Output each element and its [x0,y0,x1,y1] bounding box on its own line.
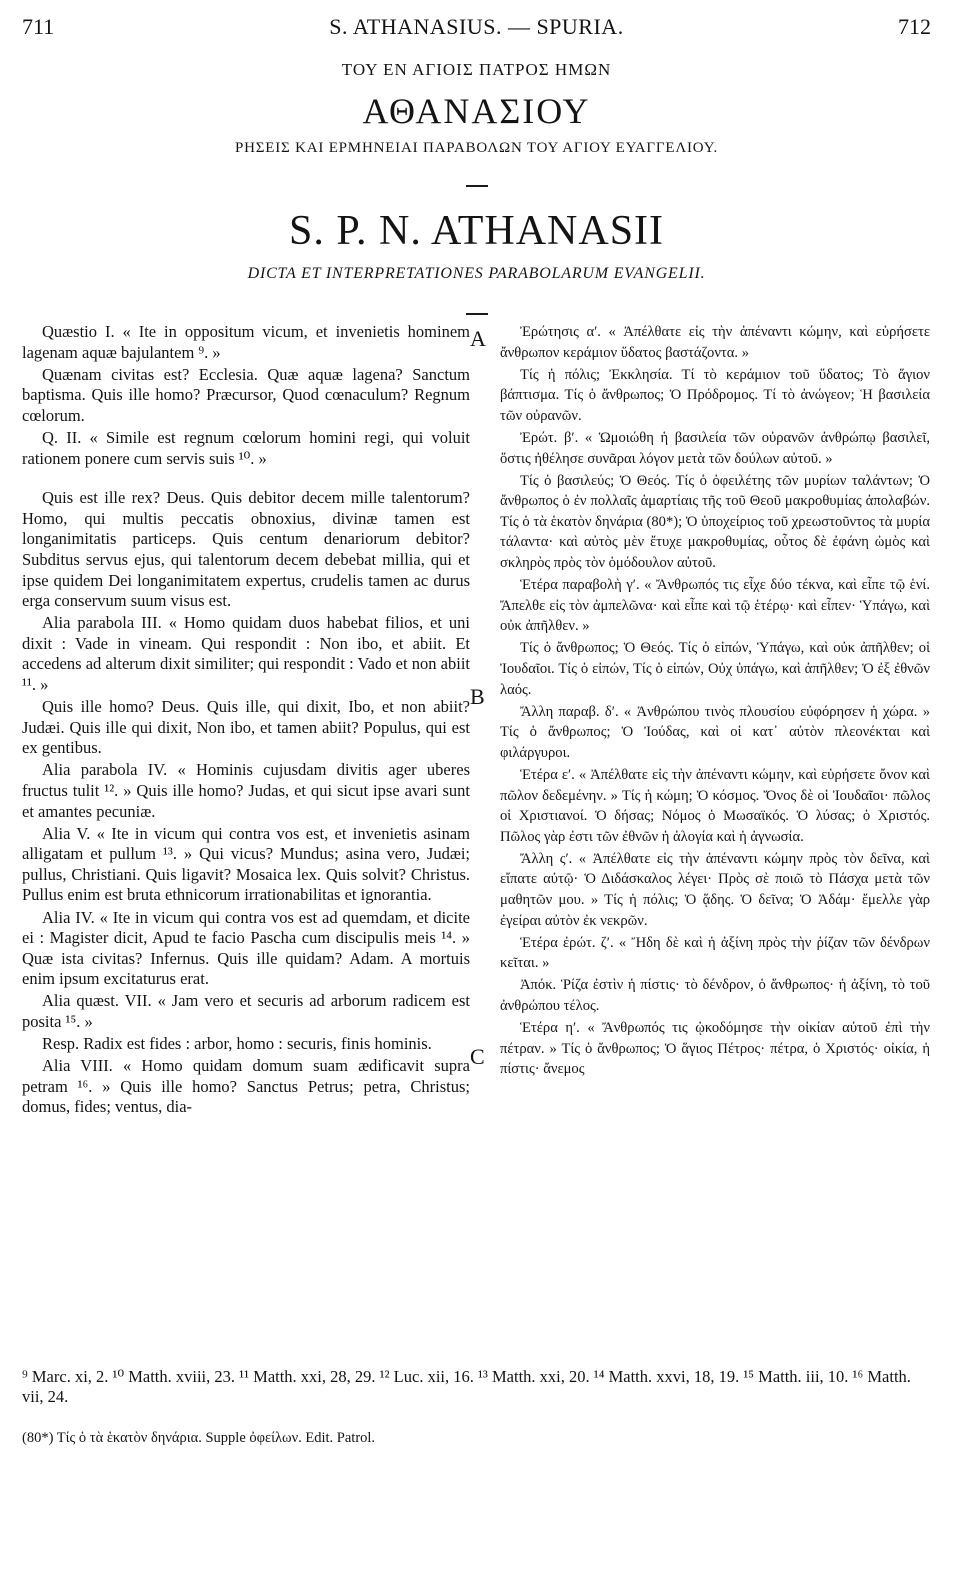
greek-column [500,322,930,1081]
latin-paragraph: Alia V. « Ite in vicum qui contra vos est, et invenietis asinam alligatam et pullum ¹³. » Qui vicus? Mundus; asina vero, Judæi; pullus, Christiani. Quis ligavit? Mosaica lex. Quis solvit? Christus. Pullus enim est bruta ethnicorum irrationabilitas et ignorantia. [22,823,470,905]
greek-paragraph: Ἐρώτησις αʹ. « Ἀπέλθατε εἰς τὴν ἀπέναντι κώμην, καὶ εὑρήσετε ἄνθρωπον κεράμιον ὕδατος βαστάζοντα. » [500,324,930,361]
page-number-left: 711 [22,14,55,39]
latin-paragraph: Alia parabola III. « Homo quidam duos habebat filios, et uni dixit : Vade in vineam. Qui respondit : Non ibo, et abiit. Et accedens ad alterum dixit similiter; qui respondit : Vado et non abiit ¹¹. » [22,613,470,694]
latin-paragraph: Alia IV. « Ite in vicum qui contra vos est ad quemdam, et dicite ei : Magister dicit, Apud te facio Pascha cum discipulis meis ¹⁴. » Quæ ista civitas? Infernus. Quis ille quidam? Adam. A mortuis enim ipsum excitaturus erat. [22,907,470,989]
greek-paragraph: Ἀπόκ. Ῥίζα ἐστὶν ἡ πίστις· τὸ δένδρον, ὁ ἄνθρωπος· ἡ ἀξίνη, τὸ τοῦ ἀνθρώπου τέλος. [500,977,930,1014]
latin-paragraph: Alia VIII. « Homo quidam domum suam ædificavit supra petram ¹⁶. » Quis ille homo? Sanctus Petrus; petra, Christus; domus, fides; ventus, dia- [22,1056,470,1117]
latin-paragraph: Quis ille homo? Deus. Quis ille, qui dixit, Ibo, et non abiit? Judæi. Quis ille qui dixit, Non ibo, et tamen abiit? Populus, qui est ex gentibus. [22,697,470,758]
greek-paragraph: Τίς ὁ βασιλεύς; Ὁ Θεός. Τίς ὁ ὀφειλέτης τῶν μυρίων ταλάντων; Ὁ ἄνθρωπος ὁ ἐν πολλαῖς ἁμαρτίαις τῆς τοῦ Θεοῦ μακροθυμίας ἀπολαβών. Τίς ὁ τὰ ἑκατὸν δηνάρια (80*); Ὁ ὑποχείριος τοῦ χρεωστοῦντος τὰ μυρία τάλαντα· καὶ αὐτὸς μὲν ἔτυχε μακροθυμίας, οὗτος δὲ ἐφάνη ὠμὸς καὶ σκληρὸς πρὸς τὸν ὁμόδουλον αὐτοῦ. [500,472,930,572]
latin-paragraph: Quis est ille rex? Deus. Quis debitor decem mille talentorum? Homo, qui multis peccatis obnoxius, divinæ tamen est longanimitatis particeps. Quis centum denariorum debitor? Subditus servus ejus, qui talentorum decem debebat millia, qui et ipse quidem Dei longanimitatem expertus, crudelis tamen ac durus erga conservum suum visus est. [22,488,470,611]
greek-paragraph: Ἄλλη παραβ. δʹ. « Ἀνθρώπου τινὸς πλουσίου εὐφόρησεν ἡ χώρα. » Τίς ὁ ἄνθρωπος; Ὁ Ἰούδας, καὶ οἱ κατ᾽ αὐτὸν πλεονέκται καὶ φιλάργυροι. [500,703,930,761]
greek-paragraph: Ἐρώτ. βʹ. « Ὡμοιώθη ἡ βασιλεία τῶν οὐρανῶν ἀνθρώπῳ βασιλεῖ, ὅστις ἠθέλησε συνᾶραι λόγον μετὰ τῶν δούλων αὐτοῦ. » [500,429,930,467]
latin-subtitle: DICTA ET INTERPRETATIONES PARABOLARUM EVANGELII. [247,265,706,282]
latin-column [22,322,470,1119]
greek-paragraph: Ἑτέρα ἐρώτ. ζʹ. « Ἤδη δὲ καὶ ἡ ἀξίνη πρὸς τὴν ῥίζαν τῶν δένδρων κεῖται. » [500,934,930,972]
greek-paragraph: Ἑτέρα ηʹ. « Ἄνθρωπός τις ᾠκοδόμησε τὴν οἰκίαν αὐτοῦ ἐπὶ τὴν πέτραν. » Τίς ὁ ἄνθρωπος; Ὁ ἅγιος Πέτρος· πέτρα, ὁ Χριστός· οἰκία, ἡ πίστις· ἄνεμος [500,1020,930,1078]
running-header [22,14,931,44]
greek-heading-line: ΤΟΥ ΕΝ ΑΓΙΟΙΣ ΠΑΤΡΟΣ ΗΜΩΝ [341,60,612,79]
latin-paragraph: Q. II. « Simile est regnum cœlorum homini regi, qui voluit rationem ponere cum servis suis ¹⁰. » [22,427,470,468]
greek-paragraph: Ἄλλη ςʹ. « Ἀπέλθατε εἰς τὴν ἀπέναντι κώμην πρὸς τὸν δεῖνα, καὶ εἴπατε αὐτῷ· Ὁ Διδάσκαλος λέγει· Πρὸς σὲ ποιῶ τὸ Πάσχα μετὰ τῶν μαθητῶν μου. » Τίς ἡ πόλις; Ὁ ᾅδης. Ὁ δεῖνα; Ὁ Ἀδάμ· ἔμελλε γὰρ ἐγείραι αὐτὸν ἐκ νεκρῶν. [500,850,930,929]
title-divider [466,185,488,187]
section-marker-b: B [470,684,485,709]
page-number-right: 712 [898,14,931,39]
greek-paragraph: Ἑτέρα παραβολὴ γʹ. « Ἄνθρωπός τις εἶχε δύο τέκνα, καὶ εἶπε τῷ ἑνί. Ἄπελθε εἰς τὸν ἀμπελῶνα· καὶ εἶπε καὶ τῷ ἑτέρῳ· καὶ εἶπεν· Ὑπάγω, καὶ οὐκ ἀπῆλθεν. » [500,577,930,635]
greek-paragraph: Τίς ἡ πόλις; Ἐκκλησία. Τί τὸ κεράμιον τοῦ ὕδατος; Τὸ ἅγιον βάπτισμα. Τίς ὁ ἄνθρωπος; Ὁ Πρόδρομος. Τί τὸ ἀνώγεον; Ἡ βασιλεία τῶν οὐρανῶν. [500,366,930,424]
title-block [0,60,953,315]
greek-paragraph: Τίς ὁ ἄνθρωπος; Ὁ Θεός. Τίς ὁ εἰπών, Ὑπάγω, καὶ οὐκ ἀπῆλθεν; οἱ Ἰουδαῖοι. Τίς ὁ εἰπών, Τίς ὁ εἰπών, Οὐχ ὑπάγω, καὶ ἀπῆλθεν; Ὁ ἐξ ἐθνῶν λαός. [500,640,930,698]
latin-author-name: S. P. N. ATHANASII [288,208,665,254]
latin-paragraph: Alia quæst. VII. « Jam vero et securis ad arborum radicem est posita ¹⁵. » [22,991,470,1031]
section-marker-a: A [470,326,486,351]
footnotes: ⁹ Marc. xi, 2. ¹⁰ Matth. xviii, 23. ¹¹ Matth. xxi, 28, 29. ¹² Luc. xii, 16. ¹³ Matth. xxi, 20. ¹⁴ Matth. xxvi, 18, 19. ¹⁵ Matth. iii, 10. ¹⁶ Matth. vii, 24. [22,1367,911,1406]
latin-paragraph: Quæstio I. « Ite in oppositum vicum, et invenietis hominem lagenam aquæ bajulantem ⁹. » [22,322,470,362]
latin-paragraph: Resp. Radix est fides : arbor, homo : securis, finis hominis. [42,1034,432,1054]
section-marker-c: C [470,1044,485,1069]
latin-paragraph: Alia parabola IV. « Hominis cujusdam divitis ager uberes fructus tulit ¹². » Quis ille homo? Judas, et qui sicut ipse avari sunt et amantes pecuniæ. [22,760,470,821]
running-title: S. ATHANASIUS. — SPURIA. [329,14,624,39]
latin-paragraph: Quænam civitas est? Ecclesia. Quæ aquæ lagena? Sanctum baptisma. Quis ille homo? Præcursor, Quod cœnaculum? Regnum cœlorum. [22,364,470,425]
greek-author-name: ΑΘΑΝΑΣΙΟΥ [362,91,591,131]
greek-paragraph: Ἑτέρα εʹ. « Ἀπέλθατε εἰς τὴν ἀπέναντι κώμην, καὶ εὑρήσετε ὄνον καὶ πῶλον δεδεμένην. » Τίς ἡ κώμη; Ὁ κόσμος. Ὄνος δὲ οἱ Ἰουδαῖοι· πῶλος οἱ Χριστιανοί. Ὁ δήσας; Νόμος ὁ Μωσαϊκός. Ὁ λύσας; ὁ Χριστός. Πῶλος γὰρ ἐστι τῶν ἐθνῶν ἡ ἀλογία καὶ ἡ ἀγνωσία. [500,766,930,845]
greek-subtitle: ΡΗΣΕΙΣ ΚΑΙ ΕΡΜΗΝΕΙΑΙ ΠΑΡΑΒΟΛΩΝ ΤΟΥ ΑΓΙΟΥ ΕΥΑΓΓΕΛΙΟΥ. [234,140,719,156]
title-divider-lower [466,313,488,315]
editorial-note: (80*) Τίς ὁ τὰ ἑκατὸν δηνάρια. Supple ὀφείλων. Edit. Patrol. [22,1430,376,1446]
